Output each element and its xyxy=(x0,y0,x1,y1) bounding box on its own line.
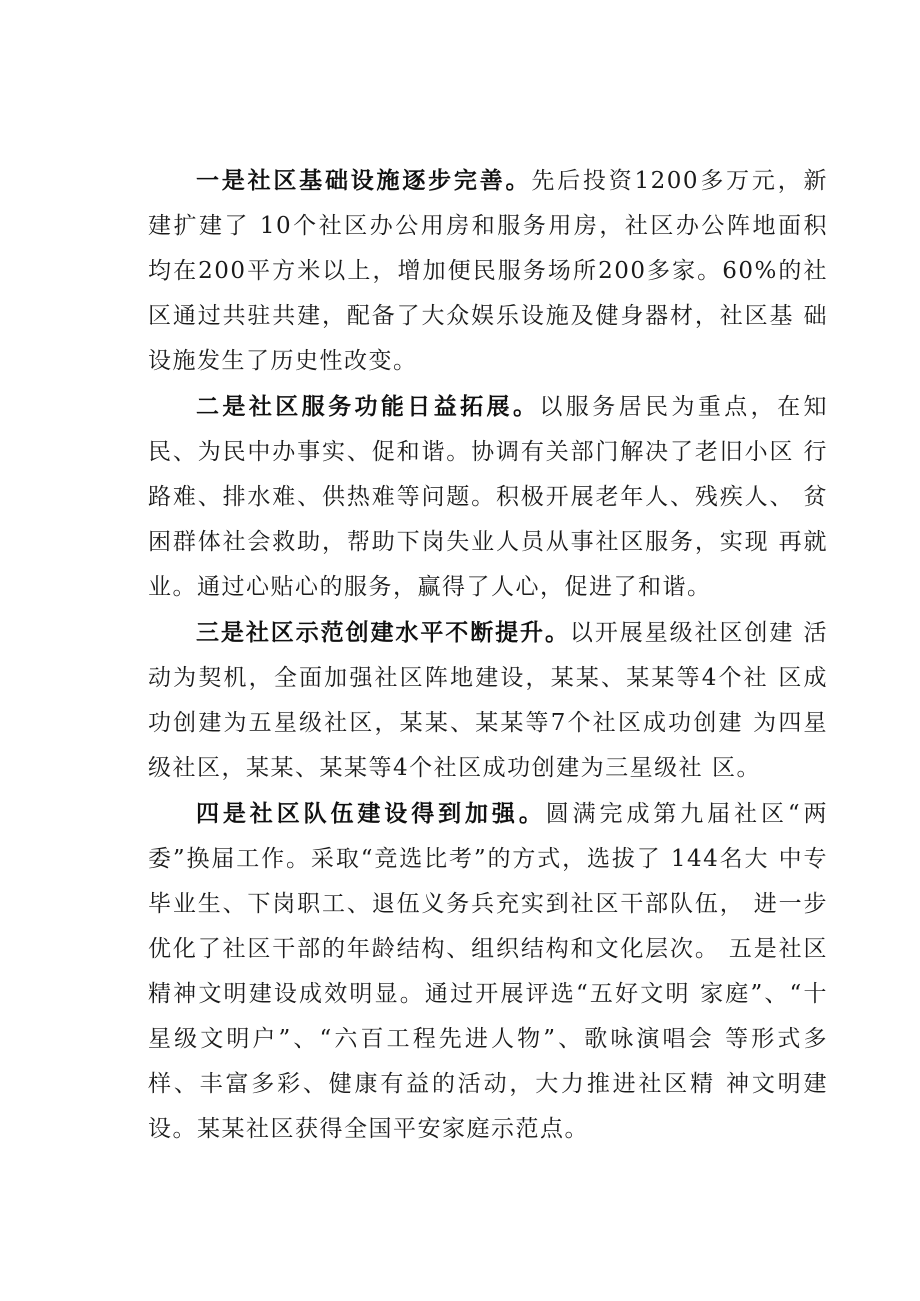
paragraph-lead: 四是社区队伍建设得到加强。 xyxy=(196,800,546,827)
paragraph-demonstration xyxy=(148,610,828,791)
paragraph-text: 以开展星级社区创建 活动为契机，全面加强社区阵地建设，某某、某某等4个社 区成功创建为五星级社区，某某、某某等7个社区成功创建 为四星级社区，某某、某某等4个社区成功创建为三星级社 区。 xyxy=(148,620,829,781)
paragraph-lead: 三是社区示范创建水平不断提升。 xyxy=(196,619,570,646)
document-body xyxy=(148,158,828,1152)
paragraph-team-building xyxy=(148,791,828,1152)
paragraph-lead: 一是社区基础设施逐步完善。 xyxy=(196,167,532,194)
paragraph-lead: 二是社区服务功能日益拓展。 xyxy=(196,393,540,420)
paragraph-text: 圆满完成第九届社区“两 委”换届工作。采取“竞选比考”的方式，选拔了 144名大 中专毕业生、下岗职工、退伍义务兵充实到社区干部队伍， 进一步优化了社区干部的年龄结构、组织结构和文化层次。 五是社区精神文明建设成效明显。通过开展评选“五好文明 家庭”、“十星级文明户”、“六百工程先进人物”、歌咏演唱会 等形式多样、丰富多彩、健康有益的活动，大力推进社区精 神文明建设。某某社区获得全国平安家庭示范点。 xyxy=(148,801,829,1142)
paragraph-infrastructure xyxy=(148,158,828,384)
paragraph-text: 以服务居民为重点，在知 民、为民中办事实、促和谐。协调有关部门解决了老旧小区 行路难、排水难、供热难等问题。积极开展老年人、残疾人、 贫困群体社会救助，帮助下岗失业人员从事社区服务，实现 再就业。通过心贴心的服务，赢得了人心，促进了和谐。 xyxy=(148,394,829,600)
paragraph-services xyxy=(148,384,828,610)
paragraph-text: 先后投资1200多万元，新 建扩建了 10个社区办公用房和服务用房，社区办公阵地面积 均在200平方米以上，增加便民服务场所200多家。60%的社 区通过共驻共建，配备了大众娱乐设施及健身器材，社区基 础设施发生了历史性改变。 xyxy=(148,168,829,374)
